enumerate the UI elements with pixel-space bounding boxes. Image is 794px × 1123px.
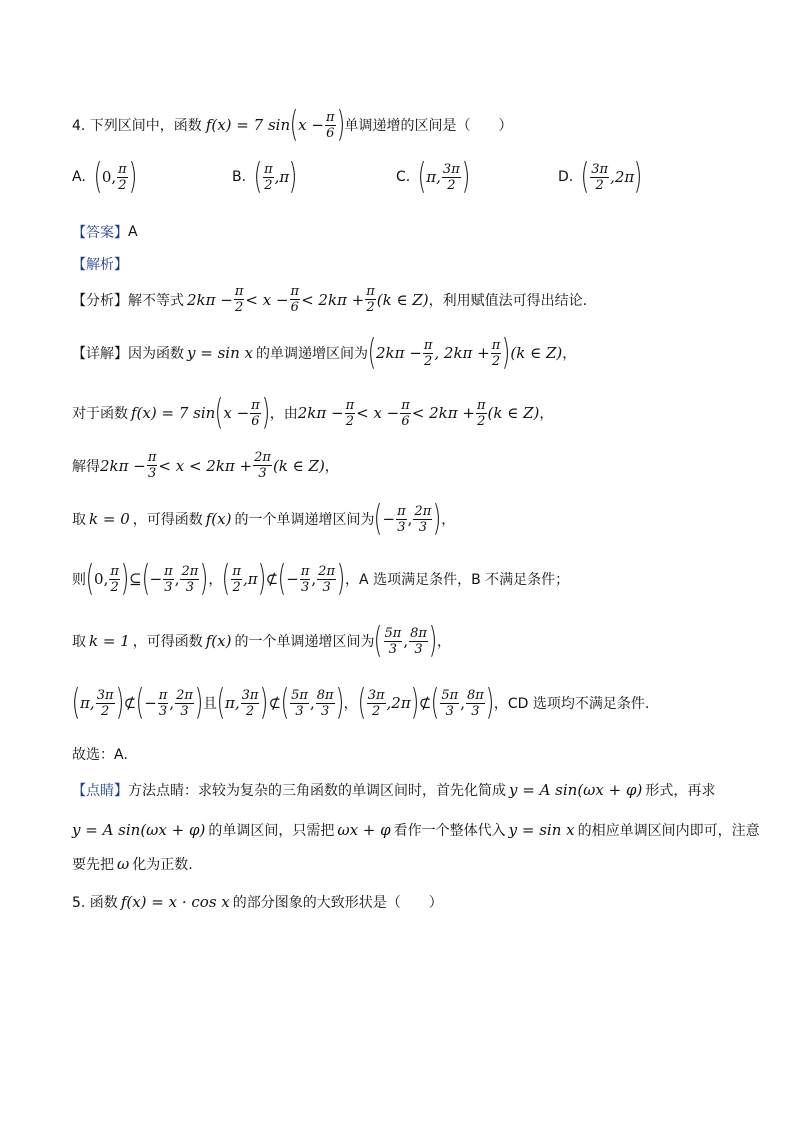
dianjing-line-3: 要先把 ω 化为正数. xyxy=(72,855,193,873)
question-5-line: 5. 函数 f(x) = x · cos x 的部分图象的大致形状是（ ） xyxy=(72,893,443,911)
option-d[interactable]: D. ( 3π 2 ,2π ) xyxy=(558,156,643,197)
choose-line: 故选：A. xyxy=(72,747,128,763)
analysis-tag: 【解析】 xyxy=(72,257,128,273)
derivation-line-4: 则 ( 0, π 2 ) ⊆ ( − π 3 , 2π 3 ) ， ( π 2 ,π ) ⊄ ( − π 3 , 2π 3 ) ，A 选项满足条件，B 不满足条件； xyxy=(72,558,570,599)
answer-text: A xyxy=(128,224,138,240)
option-b[interactable]: B. ( π 2 ,π ) xyxy=(232,156,298,197)
derivation-line-5: 取 k = 1 ，可得函数 f(x) 的一个单调递增区间为 ( 5π 3 , 8π 3 ) ， xyxy=(72,620,451,661)
answer-tag: 【答案】 xyxy=(72,225,128,241)
xiangjie-line: 【详解】 因为函数 y = sin x 的单调递增区间为 ( 2kπ − π 2 , 2kπ + π 2 ) (k ∈ Z) ， xyxy=(72,332,577,373)
analysis-tag-line xyxy=(72,254,128,274)
question-4-line: 4. 下列区间中，函数 f(x) = 7 sin ( x − π 6 ) 单调递增的区间是（ ） xyxy=(72,104,513,145)
derivation-line-2: 解得 2kπ − π 3 < x < 2kπ + 2π 3 (k ∈ Z) ， xyxy=(72,450,339,481)
derivation-line-3: 取 k = 0 ，可得函数 f(x) 的一个单调递增区间为 ( − π 3 , 2π 3 ) ， xyxy=(72,498,456,539)
dianjing-line: 【点睛】 方法点睛：求较为复杂的三角函数的单调区间时，首先化简成 y = A sin(ωx + φ) 形式，再求 xyxy=(72,781,716,799)
q4-function: f(x) = 7 sin xyxy=(205,116,291,134)
derivation-line-1: 对于函数 f(x) = 7 sin ( x − π 6 ) ，由 2kπ − π 2 < x − π 6 < 2kπ + π 2 (k ∈ Z) ， xyxy=(72,392,554,433)
derivation-line-6: ( π, 3π 2 ) ⊄ ( − π 3 , 2π 3 ) 且 ( π, 3π 2 ) ⊄ ( 5π 3 , 8π 3 ) ， ( 3π 2 ,2π ) ⊄ ( 5π 3 , 8π 3 ) ，CD 选项均不满足条件. xyxy=(71,682,650,723)
answer-line xyxy=(72,222,138,242)
option-c[interactable]: C. ( π, 3π 2 ) xyxy=(396,156,470,197)
q4-prefix: 4. 下列区间中，函数 xyxy=(72,118,202,134)
option-a[interactable]: A. ( 0, π 2 ) xyxy=(72,156,137,197)
dianjing-line-2: y = A sin(ωx + φ) 的单调区间，只需把 ωx + φ 看作一个整体代入 y = sin x 的相应单调区间内即可，注意 xyxy=(72,821,760,839)
fenxi-line: 【分析】 解不等式 2kπ − π 2 < x − π 6 < 2kπ + π 2 (k ∈ Z) ，利用赋值法可得出结论. xyxy=(72,284,588,315)
q4-suffix: 单调递增的区间是（ ） xyxy=(344,118,513,134)
